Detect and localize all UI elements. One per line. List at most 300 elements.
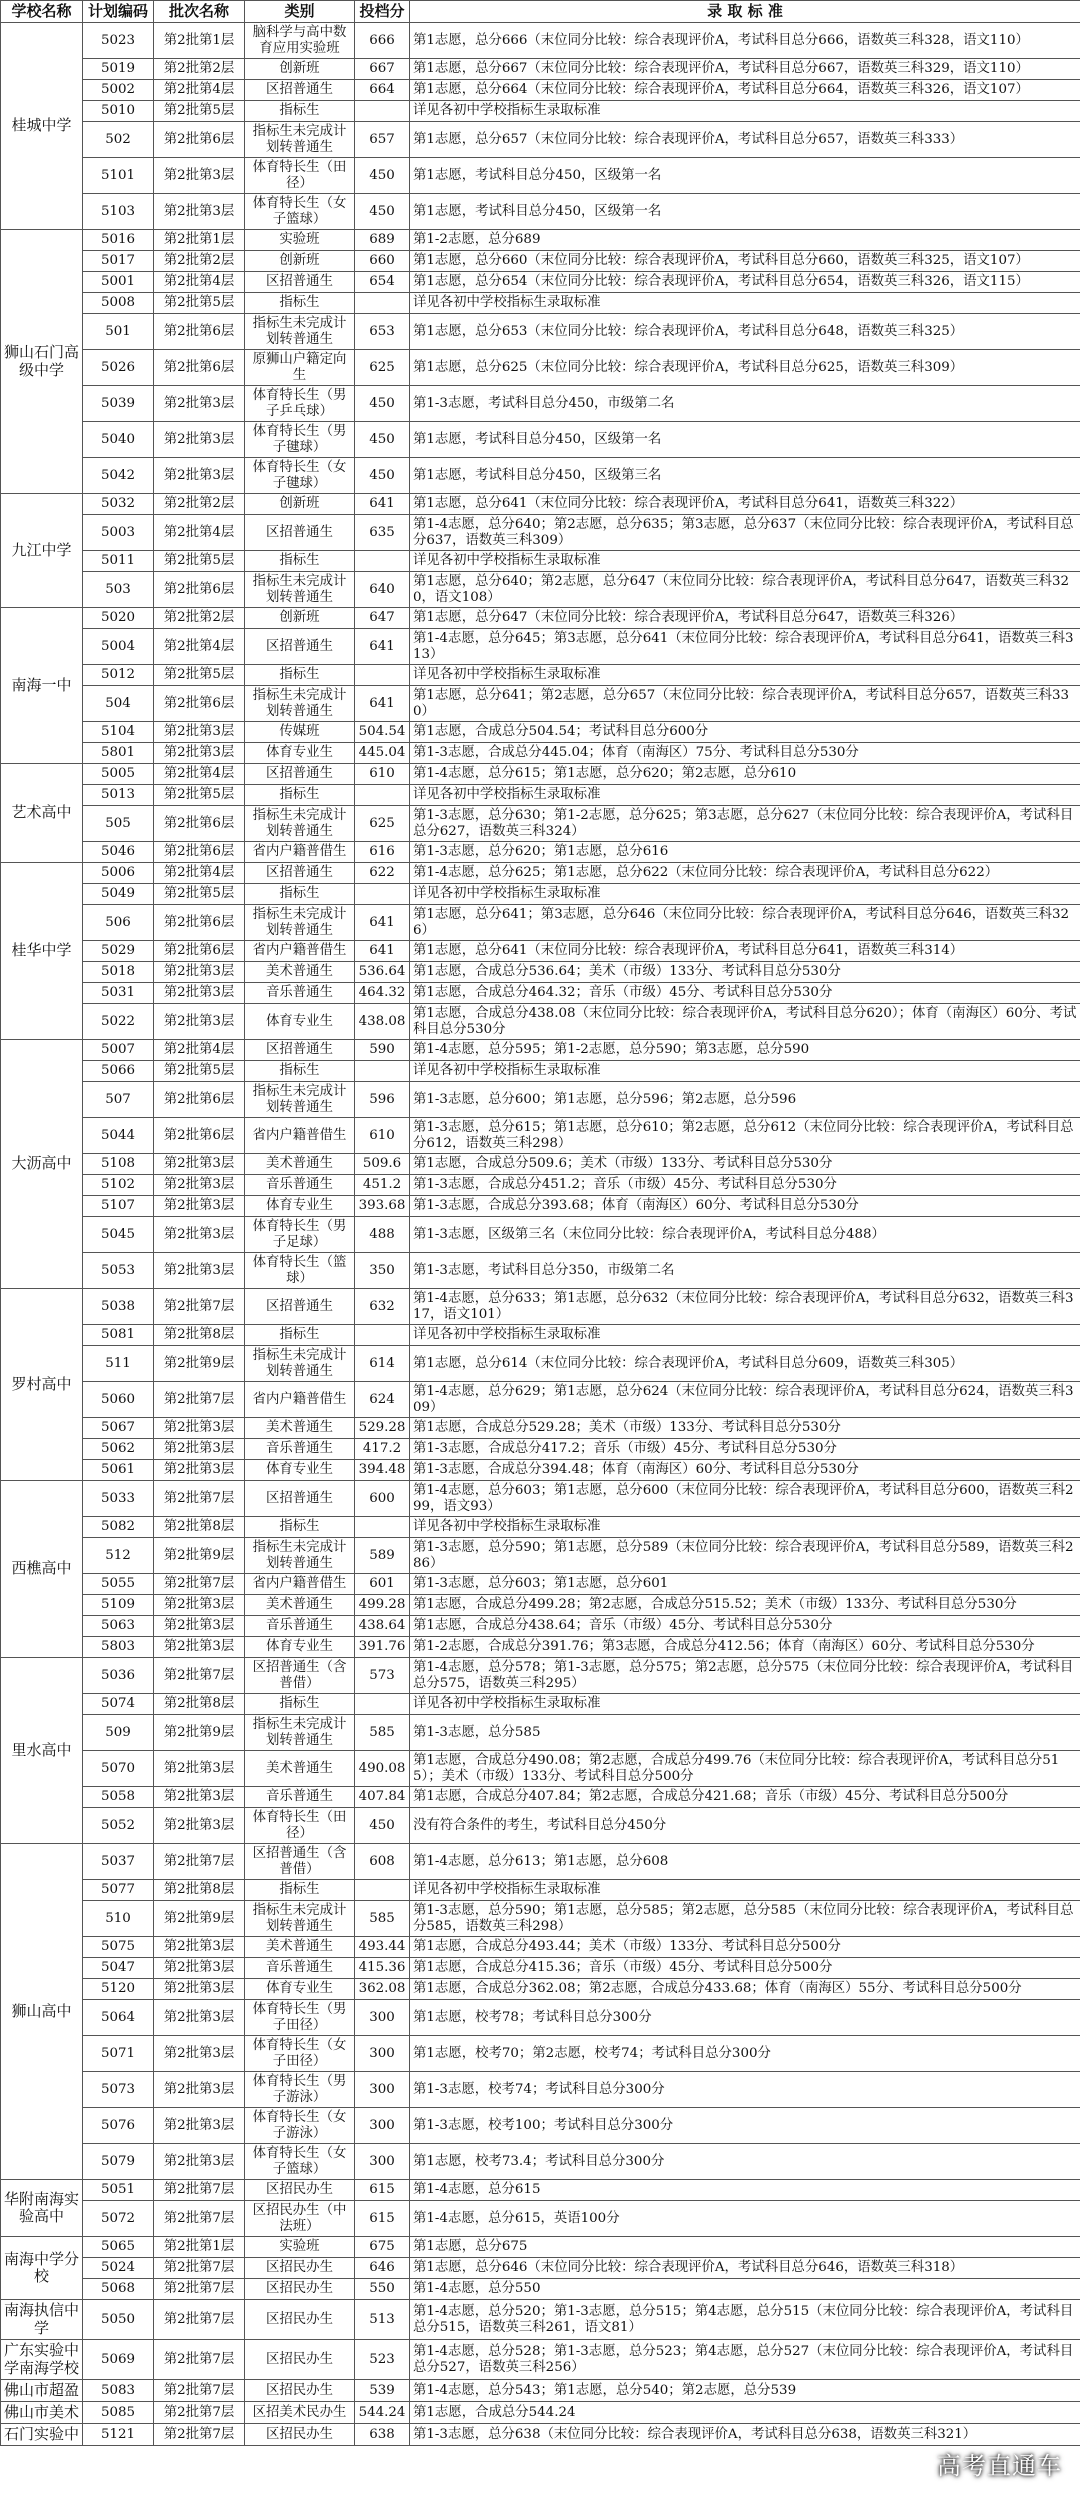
category-cell: 体育特长生（男子田径） bbox=[245, 2000, 355, 2036]
school-name-cell: 艺术高中 bbox=[1, 764, 83, 863]
code-cell: 5053 bbox=[83, 1253, 154, 1289]
score-cell bbox=[355, 665, 410, 686]
score-cell: 438.64 bbox=[355, 1616, 410, 1637]
table-row bbox=[1, 1958, 1080, 1979]
table-row bbox=[1, 458, 1080, 494]
score-cell: 438.08 bbox=[355, 1004, 410, 1040]
score-cell: 589 bbox=[355, 1538, 410, 1574]
batch-cell: 第2批第7层 bbox=[154, 2402, 245, 2424]
school-name-cell: 狮山高中 bbox=[1, 1844, 83, 2180]
standard-cell: 第1-4志愿，总分595；第1-2志愿，总分590；第3志愿，总分590 bbox=[410, 1040, 1080, 1061]
category-cell: 省内户籍普借生 bbox=[245, 941, 355, 962]
batch-cell: 第2批第7层 bbox=[154, 1481, 245, 1517]
category-cell: 音乐普通生 bbox=[245, 1175, 355, 1196]
standard-cell: 第1志愿，合成总分493.44；美术（市级）133分、考试科目总分500分 bbox=[410, 1937, 1080, 1958]
standard-cell: 第1志愿，总分647（末位同分比较：综合表现评价A，考试科目总分647，语数英三科326） bbox=[410, 608, 1080, 629]
standard-cell: 详见各初中学校指标生录取标准 bbox=[410, 665, 1080, 686]
score-cell: 610 bbox=[355, 764, 410, 785]
standard-cell: 第1志愿，合成总分415.36；音乐（市级）45分、考试科目总分500分 bbox=[410, 1958, 1080, 1979]
column-header: 计划编码 bbox=[83, 1, 154, 23]
code-cell: 504 bbox=[83, 686, 154, 722]
score-cell: 550 bbox=[355, 2279, 410, 2300]
standard-cell: 第1志愿，总分641；第3志愿，总分646（末位同分比较：综合表现评价A，考试科目总分646，语数英三科326） bbox=[410, 905, 1080, 941]
score-cell: 417.2 bbox=[355, 1439, 410, 1460]
standard-cell: 第1-4志愿，总分629；第1志愿，总分624（末位同分比较：综合表现评价A，考试科目总分624，语数英三科309） bbox=[410, 1382, 1080, 1418]
score-cell: 391.76 bbox=[355, 1637, 410, 1658]
standard-cell: 第1志愿，总分646（末位同分比较：综合表现评价A，考试科目总分646，语数英三科318） bbox=[410, 2258, 1080, 2279]
score-cell: 657 bbox=[355, 122, 410, 158]
category-cell: 体育特长生（田径） bbox=[245, 158, 355, 194]
standard-cell: 详见各初中学校指标生录取标准 bbox=[410, 884, 1080, 905]
code-cell: 5047 bbox=[83, 1958, 154, 1979]
standard-cell: 第1志愿，总分660（末位同分比较：综合表现评价A，考试科目总分660，语数英三科325，语文107） bbox=[410, 251, 1080, 272]
table-row bbox=[1, 1175, 1080, 1196]
batch-cell: 第2批第3层 bbox=[154, 1217, 245, 1253]
score-cell: 641 bbox=[355, 629, 410, 665]
score-cell: 596 bbox=[355, 1082, 410, 1118]
category-cell: 体育特长生（男子毽球） bbox=[245, 422, 355, 458]
table-row bbox=[1, 1418, 1080, 1439]
school-name-cell: 南海中学分校 bbox=[1, 2237, 83, 2300]
table-row bbox=[1, 962, 1080, 983]
table-row bbox=[1, 350, 1080, 386]
score-cell: 666 bbox=[355, 23, 410, 59]
batch-cell: 第2批第8层 bbox=[154, 1880, 245, 1901]
code-cell: 5107 bbox=[83, 1196, 154, 1217]
standard-cell: 第1-4志愿，总分645；第3志愿，总分641（末位同分比较：综合表现评价A，考试科目总分641，语数英三科313） bbox=[410, 629, 1080, 665]
category-cell: 区招民办生 bbox=[245, 2424, 355, 2446]
code-cell: 5024 bbox=[83, 2258, 154, 2279]
score-cell: 499.28 bbox=[355, 1595, 410, 1616]
standard-cell: 第1-4志愿，总分625；第1志愿，总分622（末位同分比较：综合表现评价A，考试科目总分622） bbox=[410, 863, 1080, 884]
table-row bbox=[1, 515, 1080, 551]
batch-cell: 第2批第3层 bbox=[154, 2144, 245, 2180]
category-cell: 体育专业生 bbox=[245, 1460, 355, 1481]
standard-cell: 详见各初中学校指标生录取标准 bbox=[410, 101, 1080, 122]
table-row bbox=[1, 1751, 1080, 1787]
batch-cell: 第2批第6层 bbox=[154, 686, 245, 722]
school-name-cell: 华附南海实验高中 bbox=[1, 2180, 83, 2237]
score-cell: 641 bbox=[355, 494, 410, 515]
score-cell: 632 bbox=[355, 1289, 410, 1325]
code-cell: 5069 bbox=[83, 2340, 154, 2380]
score-cell bbox=[355, 101, 410, 122]
school-name-cell: 罗村高中 bbox=[1, 1289, 83, 1481]
code-cell: 5051 bbox=[83, 2180, 154, 2201]
standard-cell: 第1-4志愿，总分615，英语100分 bbox=[410, 2201, 1080, 2237]
score-cell: 509.6 bbox=[355, 1154, 410, 1175]
category-cell: 指标生未完成计划转普通生 bbox=[245, 122, 355, 158]
category-cell: 体育特长生（篮球） bbox=[245, 1253, 355, 1289]
batch-cell: 第2批第3层 bbox=[154, 1004, 245, 1040]
code-cell: 5120 bbox=[83, 1979, 154, 2000]
category-cell: 原狮山户籍定向生 bbox=[245, 350, 355, 386]
code-cell: 5102 bbox=[83, 1175, 154, 1196]
table-row bbox=[1, 842, 1080, 863]
table-row bbox=[1, 1901, 1080, 1937]
code-cell: 5081 bbox=[83, 1325, 154, 1346]
score-cell bbox=[355, 1061, 410, 1082]
table-row bbox=[1, 1082, 1080, 1118]
score-cell: 523 bbox=[355, 2340, 410, 2380]
code-cell: 506 bbox=[83, 905, 154, 941]
table-row bbox=[1, 2258, 1080, 2279]
standard-cell: 第1-3志愿，总分638（末位同分比较：综合表现评价A，考试科目总分638，语数英三科321） bbox=[410, 2424, 1080, 2446]
code-cell: 5001 bbox=[83, 272, 154, 293]
code-cell: 5085 bbox=[83, 2402, 154, 2424]
table-row bbox=[1, 1061, 1080, 1082]
category-cell: 实验班 bbox=[245, 2237, 355, 2258]
score-cell: 608 bbox=[355, 1844, 410, 1880]
code-cell: 5019 bbox=[83, 59, 154, 80]
school-name-cell: 桂城中学 bbox=[1, 23, 83, 230]
code-cell: 512 bbox=[83, 1538, 154, 1574]
code-cell: 5083 bbox=[83, 2380, 154, 2402]
category-cell: 体育特长生（男子足球） bbox=[245, 1217, 355, 1253]
batch-cell: 第2批第7层 bbox=[154, 1658, 245, 1694]
category-cell: 体育特长生（女子篮球） bbox=[245, 194, 355, 230]
score-cell: 536.64 bbox=[355, 962, 410, 983]
column-header: 批次名称 bbox=[154, 1, 245, 23]
category-cell: 区招民办生 bbox=[245, 2340, 355, 2380]
score-cell: 529.28 bbox=[355, 1418, 410, 1439]
score-cell: 615 bbox=[355, 2201, 410, 2237]
category-cell: 实验班 bbox=[245, 230, 355, 251]
table-row bbox=[1, 1325, 1080, 1346]
category-cell: 省内户籍普借生 bbox=[245, 1574, 355, 1595]
table-row bbox=[1, 1289, 1080, 1325]
score-cell: 667 bbox=[355, 59, 410, 80]
category-cell: 体育特长生（女子田径） bbox=[245, 2036, 355, 2072]
batch-cell: 第2批第8层 bbox=[154, 1325, 245, 1346]
batch-cell: 第2批第1层 bbox=[154, 23, 245, 59]
column-header: 学校名称 bbox=[1, 1, 83, 23]
table-row bbox=[1, 80, 1080, 101]
table-row bbox=[1, 23, 1080, 59]
score-cell: 615 bbox=[355, 2180, 410, 2201]
batch-cell: 第2批第9层 bbox=[154, 1346, 245, 1382]
category-cell: 音乐普通生 bbox=[245, 983, 355, 1004]
code-cell: 503 bbox=[83, 572, 154, 608]
score-cell bbox=[355, 293, 410, 314]
table-row bbox=[1, 941, 1080, 962]
table-row bbox=[1, 1217, 1080, 1253]
category-cell: 体育特长生（女子毽球） bbox=[245, 458, 355, 494]
code-cell: 5040 bbox=[83, 422, 154, 458]
batch-cell: 第2批第7层 bbox=[154, 2201, 245, 2237]
category-cell: 体育特长生（田径） bbox=[245, 1808, 355, 1844]
code-cell: 5046 bbox=[83, 842, 154, 863]
batch-cell: 第2批第3层 bbox=[154, 158, 245, 194]
score-cell: 573 bbox=[355, 1658, 410, 1694]
standard-cell: 第1志愿，考试科目总分450，区级第一名 bbox=[410, 194, 1080, 230]
standard-cell: 第1志愿，合成总分438.64；音乐（市级）45分、考试科目总分530分 bbox=[410, 1616, 1080, 1637]
batch-cell: 第2批第3层 bbox=[154, 1937, 245, 1958]
category-cell: 音乐普通生 bbox=[245, 1958, 355, 1979]
category-cell: 传媒班 bbox=[245, 722, 355, 743]
code-cell: 5002 bbox=[83, 80, 154, 101]
batch-cell: 第2批第2层 bbox=[154, 494, 245, 515]
category-cell: 指标生未完成计划转普通生 bbox=[245, 1901, 355, 1937]
score-cell: 394.48 bbox=[355, 1460, 410, 1481]
batch-cell: 第2批第4层 bbox=[154, 764, 245, 785]
batch-cell: 第2批第3层 bbox=[154, 1253, 245, 1289]
table-row bbox=[1, 764, 1080, 785]
batch-cell: 第2批第6层 bbox=[154, 350, 245, 386]
score-cell: 450 bbox=[355, 422, 410, 458]
school-name-cell: 南海执信中学 bbox=[1, 2300, 83, 2340]
standard-cell: 第1-3志愿，合成总分393.68；体育（南海区）60分、考试科目总分530分 bbox=[410, 1196, 1080, 1217]
category-cell: 区招民办生 bbox=[245, 2258, 355, 2279]
score-cell: 350 bbox=[355, 1253, 410, 1289]
table-row bbox=[1, 608, 1080, 629]
standard-cell: 第1-3志愿，考试科目总分450，市级第二名 bbox=[410, 386, 1080, 422]
standard-cell: 第1志愿，合成总分504.54；考试科目总分600分 bbox=[410, 722, 1080, 743]
code-cell: 5045 bbox=[83, 1217, 154, 1253]
batch-cell: 第2批第7层 bbox=[154, 1574, 245, 1595]
standard-cell: 详见各初中学校指标生录取标准 bbox=[410, 1694, 1080, 1715]
score-cell: 610 bbox=[355, 1118, 410, 1154]
batch-cell: 第2批第6层 bbox=[154, 842, 245, 863]
code-cell: 5061 bbox=[83, 1460, 154, 1481]
standard-cell: 第1-3志愿，总分590；第1志愿，总分585；第2志愿，总分585（末位同分比较：综合表现评价A，考试科目总分585，语数英三科298） bbox=[410, 1901, 1080, 1937]
batch-cell: 第2批第4层 bbox=[154, 515, 245, 551]
score-cell: 300 bbox=[355, 2000, 410, 2036]
batch-cell: 第2批第3层 bbox=[154, 458, 245, 494]
standard-cell: 第1-3志愿，总分615；第1志愿，总分610；第2志愿，总分612（末位同分比较：综合表现评价A，考试科目总分612，语数英三科298） bbox=[410, 1118, 1080, 1154]
batch-cell: 第2批第6层 bbox=[154, 1118, 245, 1154]
standard-cell: 第1志愿，总分667（末位同分比较：综合表现评价A，考试科目总分667，语数英三科329，语文110） bbox=[410, 59, 1080, 80]
code-cell: 5022 bbox=[83, 1004, 154, 1040]
score-cell: 464.32 bbox=[355, 983, 410, 1004]
standard-cell: 第1-4志愿，总分613；第1志愿，总分608 bbox=[410, 1844, 1080, 1880]
standard-cell: 第1-3志愿，区级第三名（末位同分比较：综合表现评价A，考试科目总分488） bbox=[410, 1217, 1080, 1253]
score-cell: 450 bbox=[355, 1808, 410, 1844]
code-cell: 509 bbox=[83, 1715, 154, 1751]
category-cell: 指标生 bbox=[245, 1517, 355, 1538]
score-cell: 653 bbox=[355, 314, 410, 350]
score-cell: 622 bbox=[355, 863, 410, 884]
score-cell: 601 bbox=[355, 1574, 410, 1595]
batch-cell: 第2批第7层 bbox=[154, 2279, 245, 2300]
school-name-cell: 里水高中 bbox=[1, 1658, 83, 1844]
table-row bbox=[1, 1637, 1080, 1658]
batch-cell: 第2批第1层 bbox=[154, 230, 245, 251]
table-row bbox=[1, 2180, 1080, 2201]
category-cell: 体育专业生 bbox=[245, 1979, 355, 2000]
standard-cell: 第1志愿，总分641（末位同分比较：综合表现评价A，考试科目总分641，语数英三科322） bbox=[410, 494, 1080, 515]
batch-cell: 第2批第3层 bbox=[154, 1439, 245, 1460]
score-cell: 641 bbox=[355, 686, 410, 722]
standard-cell: 第1志愿，总分666（末位同分比较：综合表现评价A，考试科目总分666，语数英三科328，语文110） bbox=[410, 23, 1080, 59]
table-row bbox=[1, 884, 1080, 905]
batch-cell: 第2批第3层 bbox=[154, 386, 245, 422]
code-cell: 5055 bbox=[83, 1574, 154, 1595]
batch-cell: 第2批第9层 bbox=[154, 1901, 245, 1937]
batch-cell: 第2批第4层 bbox=[154, 1040, 245, 1061]
table-row bbox=[1, 2402, 1080, 2424]
batch-cell: 第2批第5层 bbox=[154, 101, 245, 122]
table-row bbox=[1, 1154, 1080, 1175]
batch-cell: 第2批第3层 bbox=[154, 983, 245, 1004]
standard-cell: 第1-3志愿，总分585 bbox=[410, 1715, 1080, 1751]
score-cell bbox=[355, 1325, 410, 1346]
table-row bbox=[1, 101, 1080, 122]
category-cell: 体育专业生 bbox=[245, 1196, 355, 1217]
category-cell: 美术普通生 bbox=[245, 1751, 355, 1787]
category-cell: 创新班 bbox=[245, 494, 355, 515]
category-cell: 体育专业生 bbox=[245, 1637, 355, 1658]
score-cell: 600 bbox=[355, 1481, 410, 1517]
code-cell: 5037 bbox=[83, 1844, 154, 1880]
standard-cell: 详见各初中学校指标生录取标准 bbox=[410, 785, 1080, 806]
table-row bbox=[1, 386, 1080, 422]
table-row bbox=[1, 122, 1080, 158]
code-cell: 5074 bbox=[83, 1694, 154, 1715]
category-cell: 音乐普通生 bbox=[245, 1439, 355, 1460]
category-cell: 脑科学与高中数育应用实验班 bbox=[245, 23, 355, 59]
category-cell: 区招民办生 bbox=[245, 2180, 355, 2201]
score-cell: 451.2 bbox=[355, 1175, 410, 1196]
code-cell: 5008 bbox=[83, 293, 154, 314]
standard-cell: 第1-3志愿，总分630；第1-2志愿，总分625；第3志愿，总分627（末位同分比较：综合表现评价A，考试科目总分627，语数英三科324） bbox=[410, 806, 1080, 842]
standard-cell: 第1志愿，合成总分536.64；美术（市级）133分、考试科目总分530分 bbox=[410, 962, 1080, 983]
category-cell: 省内户籍普借生 bbox=[245, 842, 355, 863]
table-row bbox=[1, 905, 1080, 941]
table-row bbox=[1, 1616, 1080, 1637]
table-row bbox=[1, 2424, 1080, 2446]
score-cell: 635 bbox=[355, 515, 410, 551]
standard-cell: 第1志愿，考试科目总分450，区级第三名 bbox=[410, 458, 1080, 494]
category-cell: 美术普通生 bbox=[245, 962, 355, 983]
table-row bbox=[1, 2108, 1080, 2144]
batch-cell: 第2批第3层 bbox=[154, 1175, 245, 1196]
batch-cell: 第2批第5层 bbox=[154, 1061, 245, 1082]
code-cell: 5032 bbox=[83, 494, 154, 515]
table-row bbox=[1, 158, 1080, 194]
category-cell: 指标生未完成计划转普通生 bbox=[245, 806, 355, 842]
category-cell: 指标生未完成计划转普通生 bbox=[245, 1082, 355, 1118]
code-cell: 5004 bbox=[83, 629, 154, 665]
standard-cell: 第1志愿，合成总分499.28；第2志愿，合成总分515.52；美术（市级）133分、考试科目总分530分 bbox=[410, 1595, 1080, 1616]
standard-cell: 第1志愿，校考73.4；考试科目总分300分 bbox=[410, 2144, 1080, 2180]
standard-cell: 第1志愿，总分640；第2志愿，总分647（末位同分比较：综合表现评价A，考试科目总分647，语数英三科320，语文108） bbox=[410, 572, 1080, 608]
category-cell: 区招普通生（含普借） bbox=[245, 1844, 355, 1880]
batch-cell: 第2批第3层 bbox=[154, 422, 245, 458]
code-cell: 507 bbox=[83, 1082, 154, 1118]
code-cell: 5108 bbox=[83, 1154, 154, 1175]
category-cell: 区招普通生 bbox=[245, 764, 355, 785]
table-row bbox=[1, 1460, 1080, 1481]
standard-cell: 第1志愿，总分625（末位同分比较：综合表现评价A，考试科目总分625，语数英三科309） bbox=[410, 350, 1080, 386]
code-cell: 501 bbox=[83, 314, 154, 350]
score-cell: 640 bbox=[355, 572, 410, 608]
table-row bbox=[1, 551, 1080, 572]
score-cell: 664 bbox=[355, 80, 410, 101]
table-body bbox=[1, 23, 1080, 2446]
batch-cell: 第2批第3层 bbox=[154, 962, 245, 983]
score-cell: 614 bbox=[355, 1346, 410, 1382]
table-row bbox=[1, 785, 1080, 806]
batch-cell: 第2批第3层 bbox=[154, 1979, 245, 2000]
batch-cell: 第2批第5层 bbox=[154, 551, 245, 572]
score-cell bbox=[355, 1694, 410, 1715]
batch-cell: 第2批第8层 bbox=[154, 1517, 245, 1538]
column-header: 类别 bbox=[245, 1, 355, 23]
category-cell: 体育专业生 bbox=[245, 1004, 355, 1040]
standard-cell: 第1-3志愿，总分620；第1志愿，总分616 bbox=[410, 842, 1080, 863]
category-cell: 美术普通生 bbox=[245, 1154, 355, 1175]
category-cell: 音乐普通生 bbox=[245, 1616, 355, 1637]
score-cell: 362.08 bbox=[355, 1979, 410, 2000]
code-cell: 5077 bbox=[83, 1880, 154, 1901]
category-cell: 指标生 bbox=[245, 1325, 355, 1346]
score-cell: 590 bbox=[355, 1040, 410, 1061]
score-cell bbox=[355, 785, 410, 806]
score-cell: 625 bbox=[355, 350, 410, 386]
code-cell: 5044 bbox=[83, 1118, 154, 1154]
category-cell: 省内户籍普借生 bbox=[245, 1118, 355, 1154]
batch-cell: 第2批第6层 bbox=[154, 122, 245, 158]
code-cell: 5060 bbox=[83, 1382, 154, 1418]
code-cell: 5068 bbox=[83, 2279, 154, 2300]
standard-cell: 第1志愿，合成总分544.24 bbox=[410, 2402, 1080, 2424]
score-cell: 544.24 bbox=[355, 2402, 410, 2424]
school-name-cell: 南海一中 bbox=[1, 608, 83, 764]
standard-cell: 第1-3志愿，合成总分445.04；体育（南海区）75分、考试科目总分530分 bbox=[410, 743, 1080, 764]
watermark-text: 高考直通车 bbox=[937, 2452, 1062, 2480]
table-row bbox=[1, 806, 1080, 842]
category-cell: 指标生未完成计划转普通生 bbox=[245, 314, 355, 350]
table-row bbox=[1, 1715, 1080, 1751]
batch-cell: 第2批第7层 bbox=[154, 2424, 245, 2446]
score-cell: 638 bbox=[355, 2424, 410, 2446]
standard-cell: 第1-3志愿，合成总分394.48；体育（南海区）60分、考试科目总分530分 bbox=[410, 1460, 1080, 1481]
header-row bbox=[1, 1, 1080, 23]
batch-cell: 第2批第6层 bbox=[154, 314, 245, 350]
school-name-cell: 广东实验中学南海学校 bbox=[1, 2340, 83, 2380]
table-row bbox=[1, 665, 1080, 686]
code-cell: 5049 bbox=[83, 884, 154, 905]
standard-cell: 第1志愿，合成总分362.08；第2志愿，合成总分433.68；体育（南海区）55分、考试科目总分500分 bbox=[410, 1979, 1080, 2000]
table-row bbox=[1, 572, 1080, 608]
batch-cell: 第2批第2层 bbox=[154, 251, 245, 272]
code-cell: 5071 bbox=[83, 2036, 154, 2072]
standard-cell: 第1志愿，总分675 bbox=[410, 2237, 1080, 2258]
standard-cell: 详见各初中学校指标生录取标准 bbox=[410, 293, 1080, 314]
table-row bbox=[1, 2237, 1080, 2258]
standard-cell: 第1-4志愿，总分528；第1-3志愿，总分523；第4志愿，总分527（末位同分比较：综合表现评价A，考试科目总分527，语数英三科256） bbox=[410, 2340, 1080, 2380]
category-cell: 指标生未完成计划转普通生 bbox=[245, 1715, 355, 1751]
score-cell bbox=[355, 884, 410, 905]
batch-cell: 第2批第3层 bbox=[154, 743, 245, 764]
batch-cell: 第2批第5层 bbox=[154, 785, 245, 806]
score-cell: 624 bbox=[355, 1382, 410, 1418]
school-name-cell: 九江中学 bbox=[1, 494, 83, 608]
code-cell: 5036 bbox=[83, 1658, 154, 1694]
table-row bbox=[1, 722, 1080, 743]
score-cell: 647 bbox=[355, 608, 410, 629]
category-cell: 体育特长生（女子游泳） bbox=[245, 2108, 355, 2144]
code-cell: 5007 bbox=[83, 1040, 154, 1061]
table-row bbox=[1, 2072, 1080, 2108]
batch-cell: 第2批第7层 bbox=[154, 1382, 245, 1418]
score-cell: 445.04 bbox=[355, 743, 410, 764]
category-cell: 区招民办生（中法班） bbox=[245, 2201, 355, 2237]
code-cell: 5006 bbox=[83, 863, 154, 884]
standard-cell: 第1志愿，合成总分529.28；美术（市级）133分、考试科目总分530分 bbox=[410, 1418, 1080, 1439]
code-cell: 5013 bbox=[83, 785, 154, 806]
